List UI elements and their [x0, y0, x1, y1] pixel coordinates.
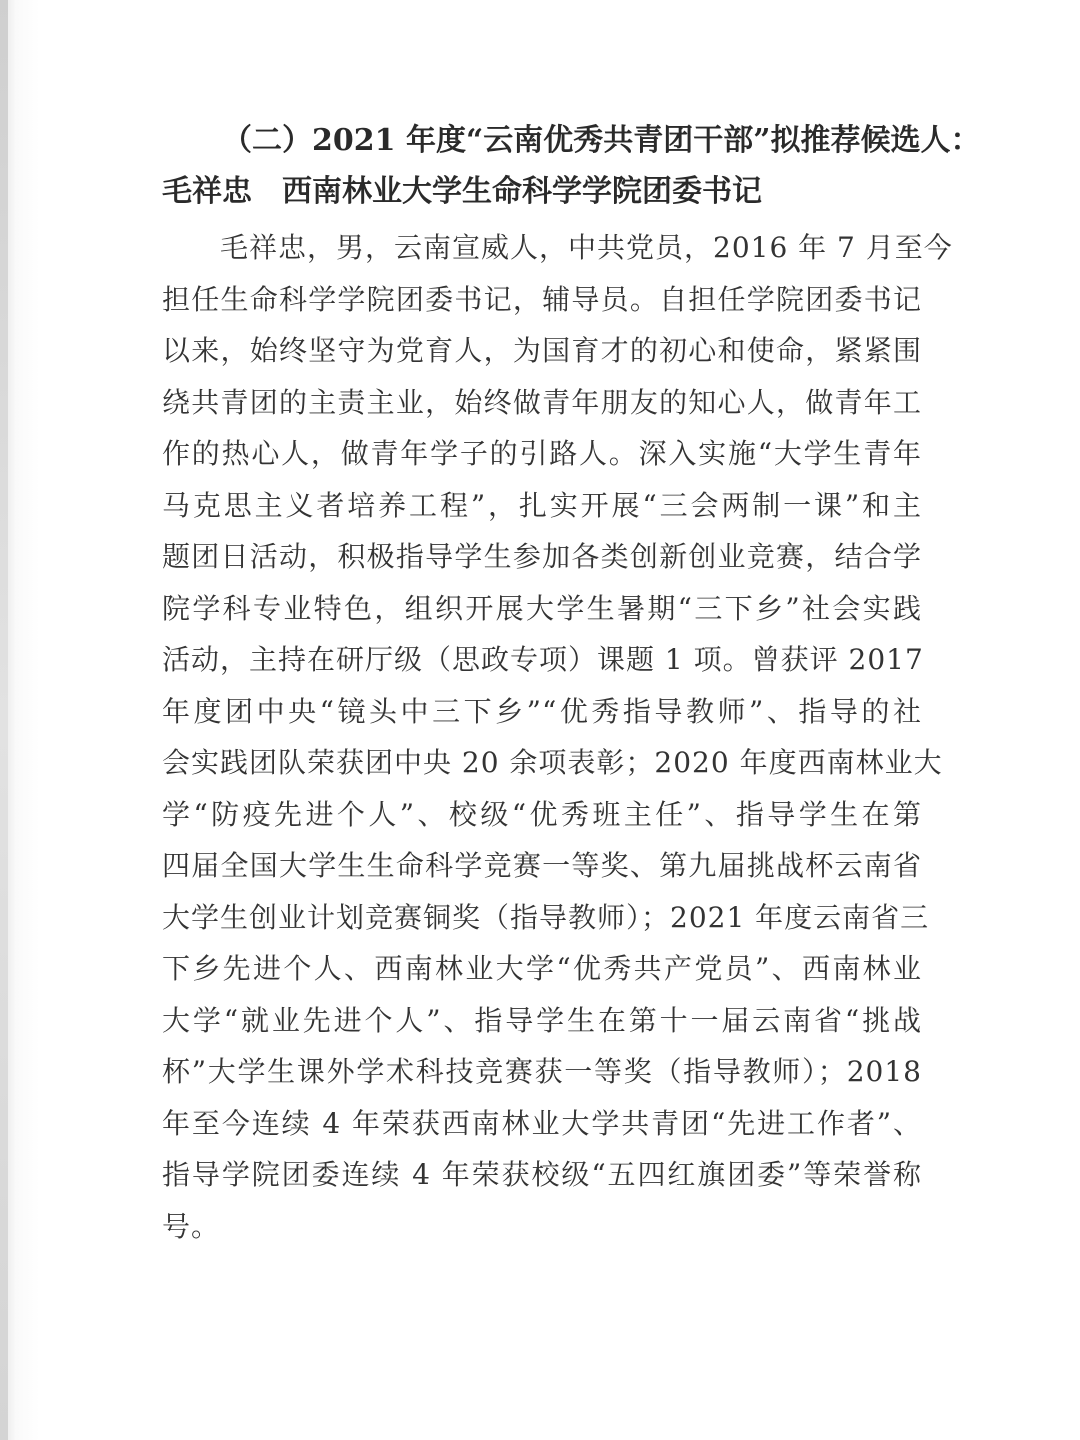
- biography-line: 题团日活动，积极指导学生参加各类创新创业竞赛，结合学: [162, 540, 922, 573]
- biography-line: 马克思主义者培养工程”，扎实开展“三会两制一课”和主: [162, 488, 922, 522]
- nominee-name: 毛祥忠: [162, 174, 252, 209]
- biography-line: 学“防疫先进个人”、校级“优秀班主任”、指导学生在第: [162, 797, 922, 831]
- scan-shadow-edge: [0, 0, 8, 1440]
- biography-line: 指导学院团委连续 4 年荣获校级“五四红旗团委”等荣誉称: [162, 1158, 922, 1191]
- biography-line: 四届全国大学生生命科学竞赛一等奖、第九届挑战杯云南省: [162, 849, 922, 882]
- biography-line: 以来，始终坚守为党育人，为国育才的初心和使命，紧紧围: [162, 334, 922, 367]
- nominee-line: [162, 166, 922, 218]
- biography-line: 杯”大学生课外学术科技竞赛获一等奖（指导教师）；2018: [162, 1055, 922, 1088]
- nominee-title: 西南林业大学生命科学学院团委书记: [282, 174, 762, 209]
- biography-line: 年至今连续 4 年荣获西南林业大学共青团“先进工作者”、: [162, 1106, 922, 1140]
- biography-line: 绕共青团的主责主业，始终做青年朋友的知心人，做青年工: [162, 385, 922, 419]
- biography-line: 会实践团队荣获团中央 20 余项表彰；2020 年度西南林业大: [162, 746, 943, 779]
- biography-line: 号。: [162, 1209, 221, 1243]
- biography-line: 活动，主持在研厅级（思政专项）课题 1 项。曾获评 2017: [162, 643, 924, 676]
- biography-line: 大学“就业先进个人”、指导学生在第十一届云南省“挑战: [162, 1003, 922, 1037]
- biography-line: 毛祥忠，男，云南宣威人，中共党员，2016 年 7 月至今: [162, 231, 953, 264]
- biography-line: 下乡先进个人、西南林业大学“优秀共产党员”、西南林业: [162, 952, 922, 985]
- biography-line: 作的热心人，做青年学子的引路人。深入实施“大学生青年: [162, 437, 922, 470]
- biography-paragraph: [162, 222, 953, 1252]
- section-heading: （二）2021 年度“云南优秀共青团干部”拟推荐候选人：: [222, 123, 981, 158]
- biography-line: 院学科专业特色，组织开展大学生暑期“三下乡”社会实践: [162, 591, 922, 625]
- biography-line: 担任生命科学学院团委书记，辅导员。自担任学院团委书记: [162, 282, 922, 316]
- biography-line: 年度团中央“镜头中三下乡”“优秀指导教师”、指导的社: [162, 694, 922, 728]
- biography-line: 大学生创业计划竞赛铜奖（指导教师）；2021 年度云南省三: [162, 900, 930, 934]
